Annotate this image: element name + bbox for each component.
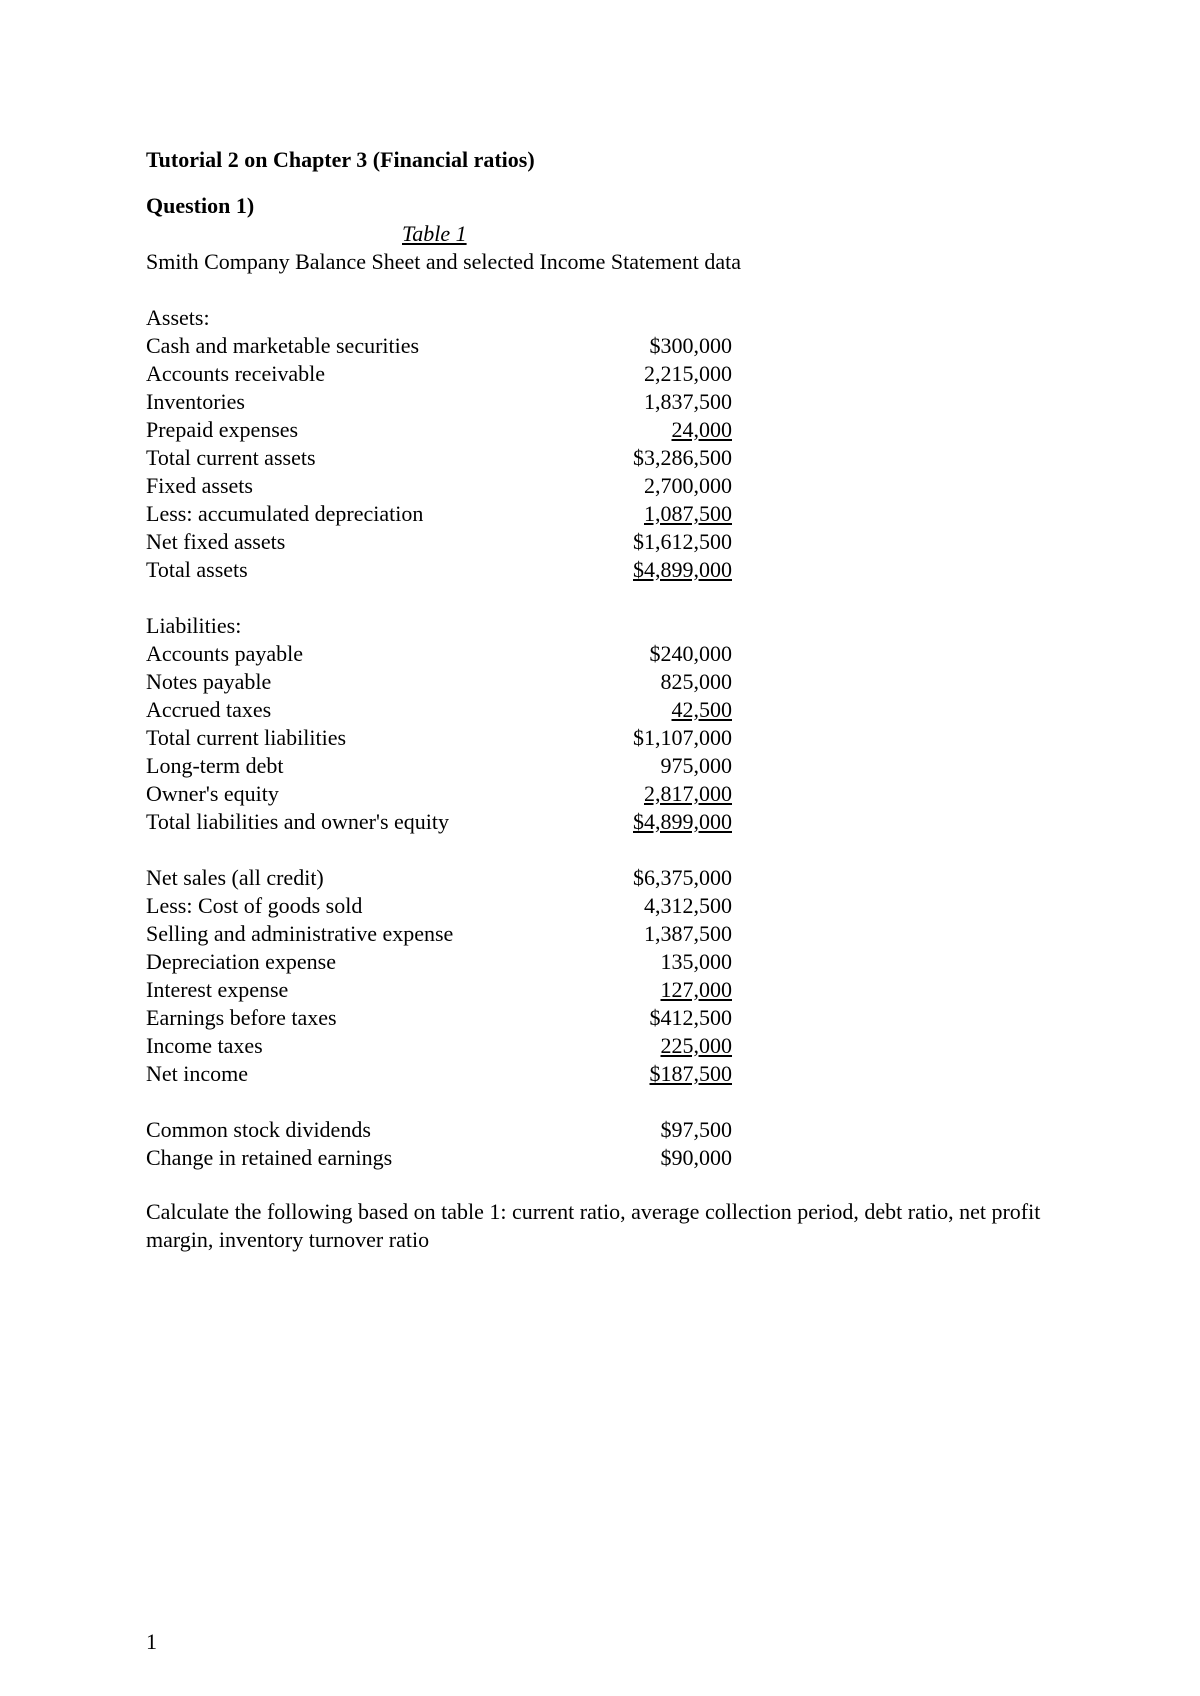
table-row	[146, 444, 732, 472]
row-value: 2,215,000	[644, 361, 732, 386]
row-label: Less: accumulated depreciation	[146, 501, 424, 526]
table-row	[146, 668, 732, 696]
table-row	[146, 1116, 732, 1144]
row-label: Total current assets	[146, 445, 316, 470]
row-value: $4,899,000	[633, 557, 732, 582]
row-value: $4,899,000	[633, 809, 732, 834]
table-row	[146, 696, 732, 724]
row-value: $90,000	[660, 1145, 732, 1170]
row-value: 1,837,500	[644, 389, 732, 414]
row-label: Cash and marketable securities	[146, 333, 420, 358]
assets-heading-row	[146, 304, 732, 332]
liabilities-heading: Liabilities:	[146, 613, 242, 638]
row-value: $6,375,000	[633, 865, 732, 890]
row-value: 127,000	[660, 977, 732, 1002]
assets-heading: Assets:	[146, 305, 210, 330]
row-value: 42,500	[671, 697, 732, 722]
row-value: 2,700,000	[644, 473, 732, 498]
row-label: Selling and administrative expense	[146, 921, 454, 946]
row-value: $300,000	[649, 333, 732, 358]
row-label: Net fixed assets	[146, 529, 286, 554]
row-value: 1,387,500	[644, 921, 732, 946]
table-row	[146, 864, 732, 892]
table-row	[146, 752, 732, 780]
table-subtitle: Smith Company Balance Sheet and selected Income Statement data	[146, 249, 742, 274]
row-label: Accounts payable	[146, 641, 303, 666]
row-label: Accrued taxes	[146, 697, 272, 722]
row-value: 225,000	[660, 1033, 732, 1058]
table-row	[146, 892, 732, 920]
row-value: $412,500	[649, 1005, 732, 1030]
table-row	[146, 1004, 732, 1032]
row-label: Total current liabilities	[146, 725, 347, 750]
row-value: $1,612,500	[633, 529, 732, 554]
table-row	[146, 948, 732, 976]
liabilities-section	[146, 640, 732, 836]
instructions-text: Calculate the following based on table 1: current ratio, average collection period, debt ratio, net profit margin, inventory turnover ratio	[146, 1199, 1041, 1252]
row-value: $1,107,000	[633, 725, 732, 750]
table-row	[146, 920, 732, 948]
row-value: $3,286,500	[633, 445, 732, 470]
table-row	[146, 1060, 732, 1088]
income-section	[146, 864, 732, 1088]
table-row	[146, 472, 732, 500]
dividends-section	[146, 1116, 732, 1172]
table-row	[146, 808, 732, 836]
row-label: Total liabilities and owner's equity	[146, 809, 450, 834]
row-value: $97,500	[660, 1117, 732, 1142]
row-value: 24,000	[671, 417, 732, 442]
row-value: 1,087,500	[644, 501, 732, 526]
row-label: Net sales (all credit)	[146, 865, 324, 890]
table-row	[146, 976, 732, 1004]
question-heading: Question 1)	[146, 193, 255, 218]
table-caption: Table 1	[402, 221, 467, 246]
row-value: $240,000	[649, 641, 732, 666]
row-value: 135,000	[660, 949, 732, 974]
row-value: 825,000	[660, 669, 732, 694]
table-row	[146, 780, 732, 808]
row-value: 975,000	[660, 753, 732, 778]
row-value: 4,312,500	[644, 893, 732, 918]
row-label: Total assets	[146, 557, 248, 582]
row-label: Net income	[146, 1061, 249, 1086]
table-row	[146, 724, 732, 752]
row-label: Inventories	[146, 389, 245, 414]
table-row	[146, 640, 732, 668]
table-row	[146, 1032, 732, 1060]
table-row	[146, 416, 732, 444]
row-label: Interest expense	[146, 977, 289, 1002]
spacer	[146, 836, 732, 864]
row-label: Earnings before taxes	[146, 1005, 337, 1030]
row-label: Fixed assets	[146, 473, 253, 498]
row-label: Owner's equity	[146, 781, 279, 806]
table-row	[146, 556, 732, 584]
row-label: Depreciation expense	[146, 949, 336, 974]
row-label: Common stock dividends	[146, 1117, 371, 1142]
table-row	[146, 528, 732, 556]
row-label: Less: Cost of goods sold	[146, 893, 363, 918]
spacer	[146, 1088, 732, 1116]
table-row	[146, 332, 732, 360]
assets-section	[146, 332, 732, 584]
table-row	[146, 388, 732, 416]
row-label: Notes payable	[146, 669, 272, 694]
page-number: 1	[146, 1629, 157, 1654]
liabilities-heading-row	[146, 612, 732, 640]
spacer	[146, 584, 732, 612]
financial-table	[146, 304, 732, 1172]
row-label: Income taxes	[146, 1033, 263, 1058]
row-value: $187,500	[649, 1061, 732, 1086]
row-label: Prepaid expenses	[146, 417, 299, 442]
row-label: Change in retained earnings	[146, 1145, 393, 1170]
row-label: Long-term debt	[146, 753, 284, 778]
row-label: Accounts receivable	[146, 361, 325, 386]
table-row	[146, 500, 732, 528]
table-row	[146, 360, 732, 388]
row-value: 2,817,000	[644, 781, 732, 806]
document-title: Tutorial 2 on Chapter 3 (Financial ratios)	[146, 147, 535, 172]
table-row	[146, 1144, 732, 1172]
